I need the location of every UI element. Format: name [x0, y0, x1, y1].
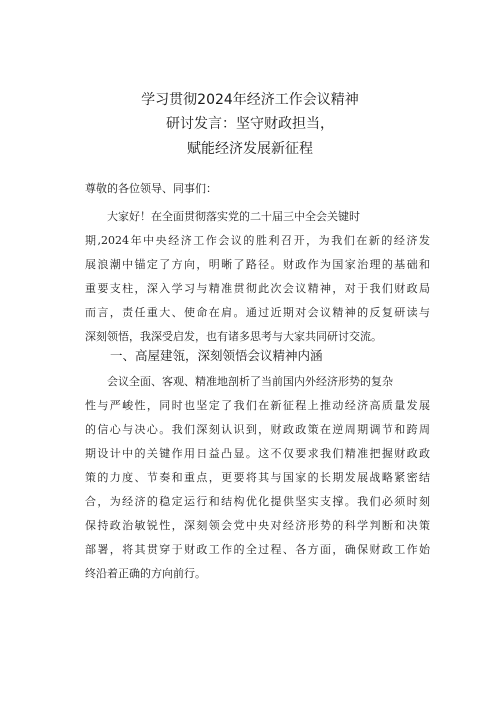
paragraph-line: 终沿着正确的方向前行。	[85, 567, 206, 580]
paragraph-line: 而言，责任重大、使命在肩。通过近期对会议精神的反复研读与	[85, 306, 430, 319]
paragraph-2	[85, 370, 430, 586]
paragraph-line: 合，为经济的稳定运行和结构优化提供坚实支撑。我们必须时刻	[85, 495, 430, 508]
paragraph-line: 性与严峻性，同时也坚定了我们在新征程上推动经济高质量发展	[85, 399, 430, 412]
paragraph-1	[85, 205, 430, 349]
paragraph-line: 保持政治敏锐性，深刻领会党中央对经济形势的科学判断和决策	[85, 519, 430, 532]
title-line-3: 赋能经济发展新征程	[187, 141, 313, 157]
paragraph-line: 展浪潮中锚定了方向，明晰了路径。财政作为国家治理的基础和	[85, 258, 430, 271]
greeting: 尊敬的各位领导、同事们：	[85, 182, 217, 195]
paragraph-line: 会议全面、客观、精准地剖析了当前国内外经济形势的复杂	[107, 375, 393, 388]
paragraph-line: 大家好！在全面贯彻落实党的二十届三中全会关键时	[107, 210, 360, 223]
paragraph-line: 部署，将其贯穿于财政工作的全过程、各方面，确保财政工作始	[85, 543, 430, 556]
paragraph-line: 深刻领悟，我深受启发，也有诸多思考与大家共同研讨交流。	[85, 330, 382, 343]
paragraph-line: 期设计中的关键作用日益凸显。这不仅要求我们精准把握财政政	[85, 447, 430, 460]
section-heading-1: 一、高屋建瓴，深刻领悟会议精神内涵	[110, 348, 323, 363]
title-line-1: 学习贯彻2024年经济工作会议精神	[141, 92, 359, 108]
paragraph-line: 重要支柱，深入学习与精准贯彻此次会议精神，对于我们财政局	[85, 282, 430, 295]
paragraph-line: 期,2024年中央经济工作会议的胜利召开，为我们在新的经济发	[85, 234, 430, 247]
paragraph-line: 的信心与决心。我们深刻认识到，财政政策在逆周期调节和跨周	[85, 423, 430, 436]
paragraph-line: 策的力度、节奏和重点，更要将其与国家的长期发展战略紧密结	[85, 471, 430, 484]
title-line-2: 研讨发言：坚守财政担当，	[166, 116, 334, 132]
